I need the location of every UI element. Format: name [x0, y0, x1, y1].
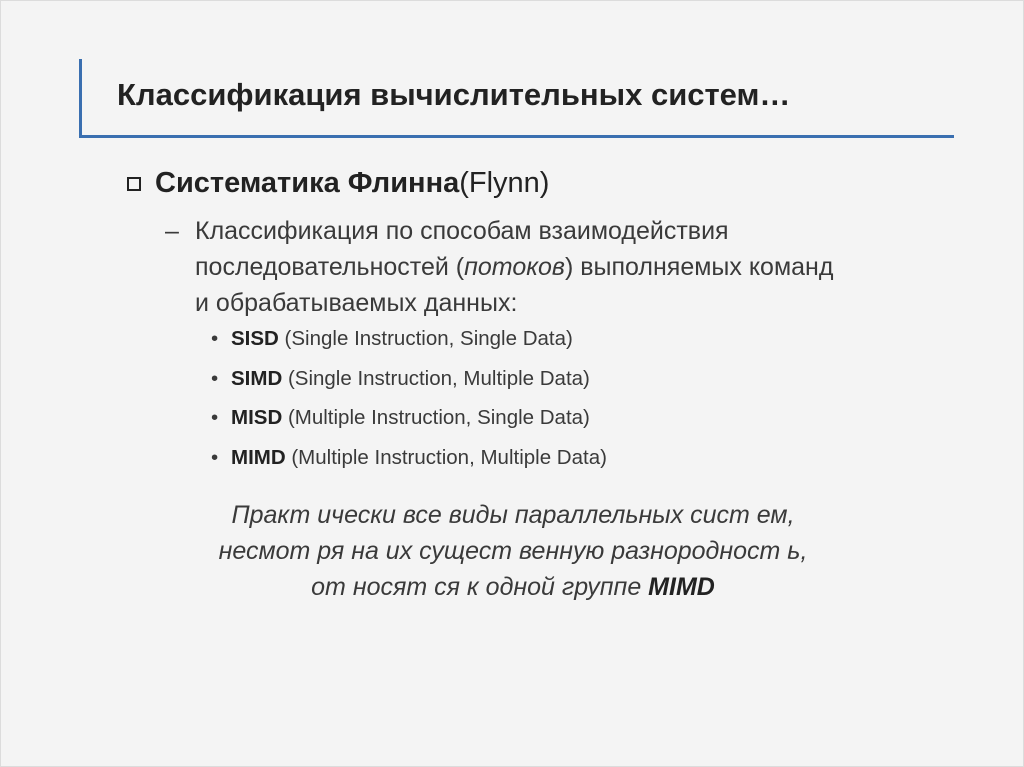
conclusion-note: [1, 497, 1024, 605]
note-line1: Практ ически все виды параллельных сист ем,: [231, 501, 795, 529]
list-item-misd: [211, 406, 590, 430]
bullet-level1: [127, 167, 549, 200]
bullet-desc: (Single Instruction, Multiple Data): [282, 367, 590, 390]
dot-bullet-icon: •: [211, 327, 219, 350]
bullet-desc: (Single Instruction, Single Data): [278, 327, 573, 350]
list-item-mimd: [211, 446, 607, 470]
title-accent-horizontal: [79, 135, 954, 138]
level2-line1: Классификация по способам взаимодействия: [195, 217, 729, 245]
bullet-abbr: MISD: [231, 406, 283, 429]
mimd-bold: MIMD: [648, 573, 715, 601]
list-item-simd: [211, 367, 590, 391]
level1-bold-text: Систематика Флинна: [155, 167, 460, 199]
level2-line2: последовательностей (потоков) выполняемых команд: [195, 253, 834, 281]
dash-bullet-icon: –: [165, 217, 179, 245]
streams-italic: потоков: [464, 253, 565, 281]
level1-rest-text: (Flynn): [459, 167, 550, 199]
bullet-abbr: SIMD: [231, 367, 283, 390]
note-line2: несмот ря на их сущест венную разнородност ь,: [218, 537, 808, 565]
note-line3: от носят ся к одной группе MIMD: [311, 573, 715, 601]
bullet-abbr: MIMD: [231, 446, 286, 469]
dot-bullet-icon: •: [211, 367, 219, 390]
title-accent-vertical: [79, 59, 82, 137]
level2-line3: и обрабатываемых данных:: [195, 289, 518, 317]
slide-title: Классификация вычислительных систем…: [117, 77, 791, 112]
level2-text: [195, 213, 935, 321]
bullet-desc: (Multiple Instruction, Multiple Data): [285, 446, 607, 469]
square-bullet-icon: [127, 177, 141, 191]
dot-bullet-icon: •: [211, 446, 219, 469]
bullet-abbr: SISD: [231, 327, 279, 350]
bullet-desc: (Multiple Instruction, Single Data): [282, 406, 590, 429]
dot-bullet-icon: •: [211, 406, 219, 429]
list-item-sisd: [211, 327, 573, 351]
